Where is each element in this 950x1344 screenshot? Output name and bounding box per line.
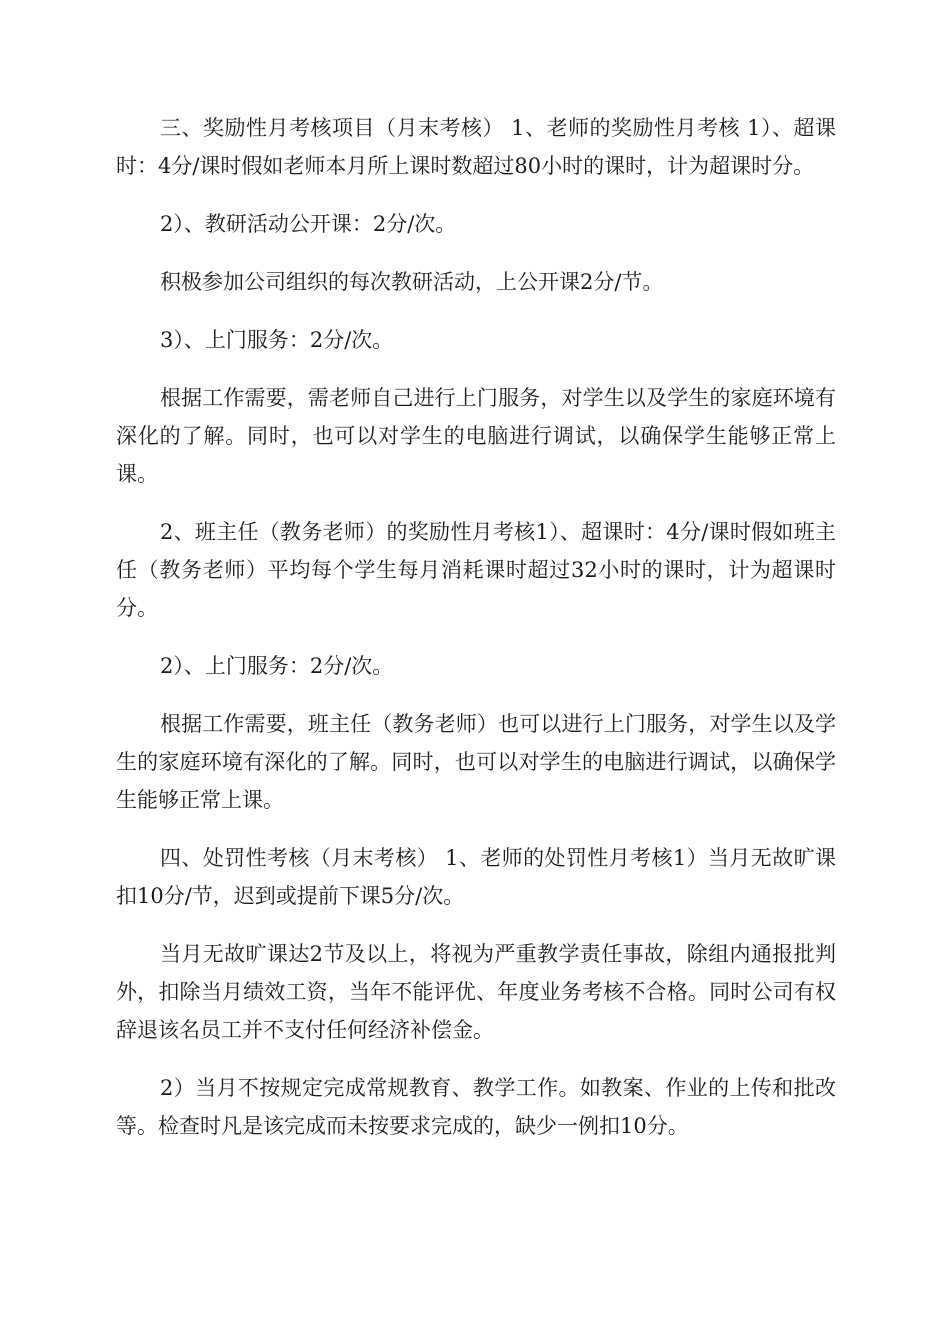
paragraph-home-service-teacher-detail: 根据工作需要，需老师自己进行上门服务，对学生以及学生的家庭环境有深化的了解。同时，也可以对学生的电脑进行调试，以确保学生能够正常上课。 bbox=[116, 386, 836, 486]
paragraph-head-teacher-overtime: 2、班主任（教务老师）的奖励性月考核1）、超课时：4分/课时假如班主任（教务老师）平均每个学生每月消耗课时超过32小时的课时，计为超课时分。 bbox=[116, 520, 836, 620]
paragraph-research-activity: 积极参加公司组织的每次教研活动，上公开课2分/节。 bbox=[160, 270, 664, 294]
paragraph-head-teacher-home-service-detail: 根据工作需要，班主任（教务老师）也可以进行上门服务，对学生以及学生的家庭环境有深化的了解。同时，也可以对学生的电脑进行调试，以确保学生能够正常上课。 bbox=[116, 712, 836, 812]
paragraph-penalty-serious-accident: 当月无故旷课达2节及以上，将视为严重教学责任事故，除组内通报批判外，扣除当月绩效工资，当年不能评优、年度业务考核不合格。同时公司有权辞退该名员工并不支付任何经济补偿金。 bbox=[116, 942, 836, 1042]
paragraph-open-class: 2）、教研活动公开课：2分/次。 bbox=[160, 212, 457, 236]
paragraph-home-service: 3）、上门服务：2分/次。 bbox=[160, 328, 394, 352]
paragraph-head-teacher-home-service: 2）、上门服务：2分/次。 bbox=[160, 654, 394, 678]
paragraph-penalty-absence: 四、处罚性考核（月末考核） 1、老师的处罚性月考核1）当月无故旷课扣10分/节，迟到或提前下课5分/次。 bbox=[116, 846, 836, 908]
document-body bbox=[116, 109, 836, 1165]
paragraph-reward-teacher-overtime: 三、奖励性月考核项目（月末考核） 1、老师的奖励性月考核 1）、超课时：4分/课时假如老师本月所上课时数超过80小时的课时，计为超课时分。 bbox=[116, 116, 836, 178]
paragraph-penalty-routine-work: 2）当月不按规定完成常规教育、教学工作。如教案、作业的上传和批改等。检查时凡是该完成而未按要求完成的，缺少一例扣10分。 bbox=[116, 1076, 836, 1138]
